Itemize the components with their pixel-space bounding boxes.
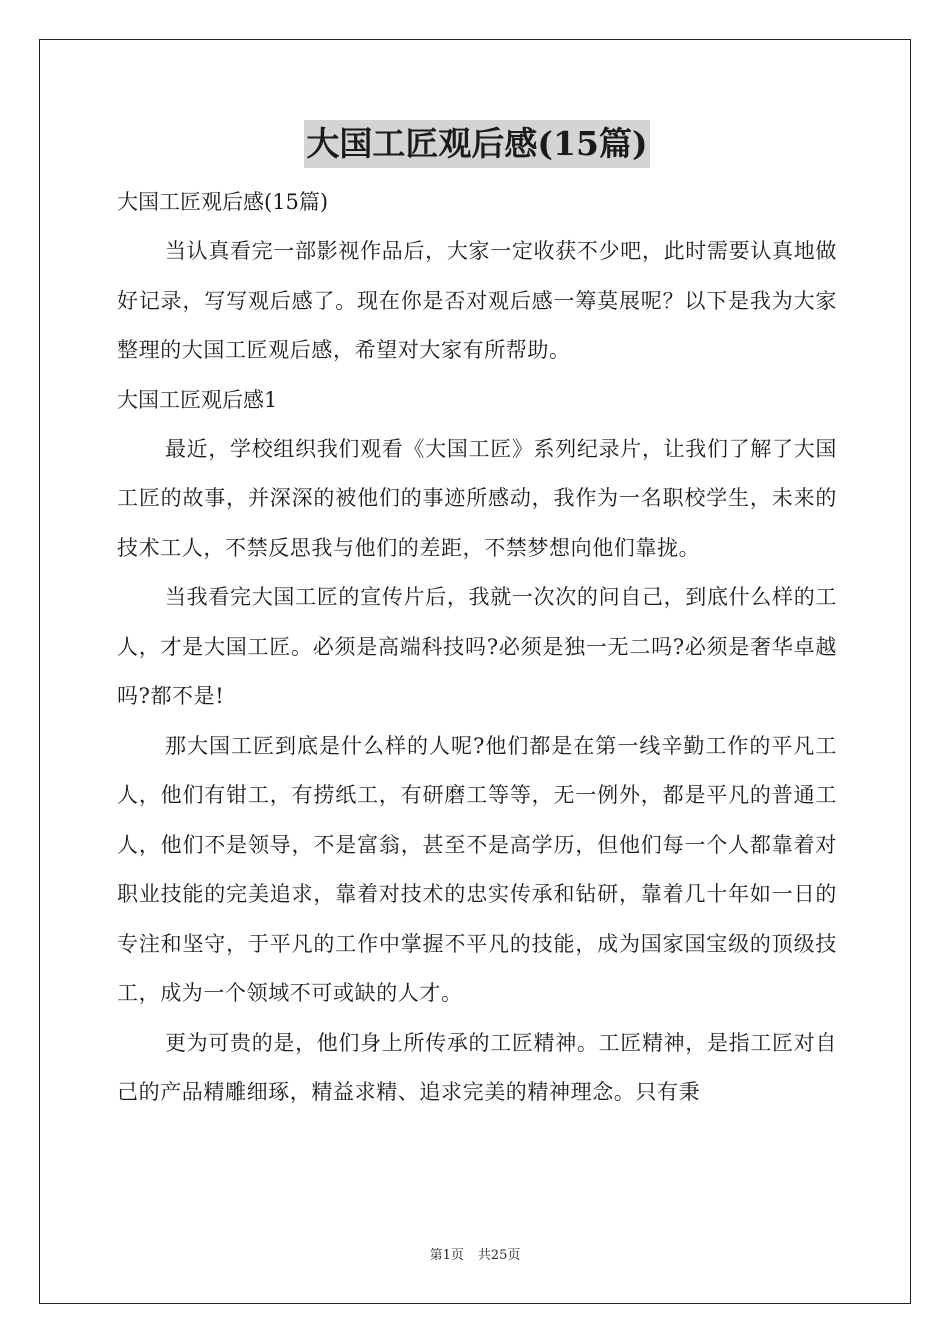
body-paragraph: 更为可贵的是，他们身上所传承的工匠精神。工匠精神，是指工匠对自己的产品精雕细琢，精益求精、追求完美的精神理念。只有秉 xyxy=(117,1030,837,1104)
section-heading: 大国工匠观后感1 xyxy=(117,387,278,412)
page-total: 共25页 xyxy=(477,1248,521,1263)
page-number: 第1页 xyxy=(429,1248,464,1263)
document-body xyxy=(117,120,837,1118)
title-wrap xyxy=(117,120,837,168)
body-paragraph: 那大国工匠到底是什么样的人呢?他们都是在第一线辛勤工作的平凡工人，他们有钳工，有捞纸工，有研磨工等等，无一例外，都是平凡的普通工人，他们不是领导，不是富翁，甚至不是高学历，但他们每一个人都靠着对职业技能的完美追求，靠着对技术的忠实传承和钻研，靠着几十年如一日的专注和坚守，于平凡的工作中掌握不平凡的技能，成为国家国宝级的顶级技工，成为一个领域不可或缺的人才。 xyxy=(117,733,837,1005)
page-footer xyxy=(0,1247,950,1265)
document-title: 大国工匠观后感(15篇) xyxy=(304,120,649,168)
body-paragraph: 当我看完大国工匠的宣传片后，我就一次次的问自己，到底什么样的工人，才是大国工匠。必须是高端科技吗?必须是独一无二吗?必须是奢华卓越吗?都不是! xyxy=(117,585,837,708)
section-label: 大国工匠观后感(15篇) xyxy=(117,190,329,214)
intro-paragraph: 当认真看完一部影视作品后，大家一定收获不少吧，此时需要认真地做好记录，写写观后感了。现在你是否对观后感一筹莫展呢？以下是我为大家整理的大国工匠观后感，希望对大家有所帮助。 xyxy=(117,239,837,362)
body-paragraph: 最近，学校组织我们观看《大国工匠》系列纪录片，让我们了解了大国工匠的故事，并深深的被他们的事迹所感动，我作为一名职校学生，未来的技术工人，不禁反思我与他们的差距，不禁梦想向他们靠拢。 xyxy=(117,436,837,560)
